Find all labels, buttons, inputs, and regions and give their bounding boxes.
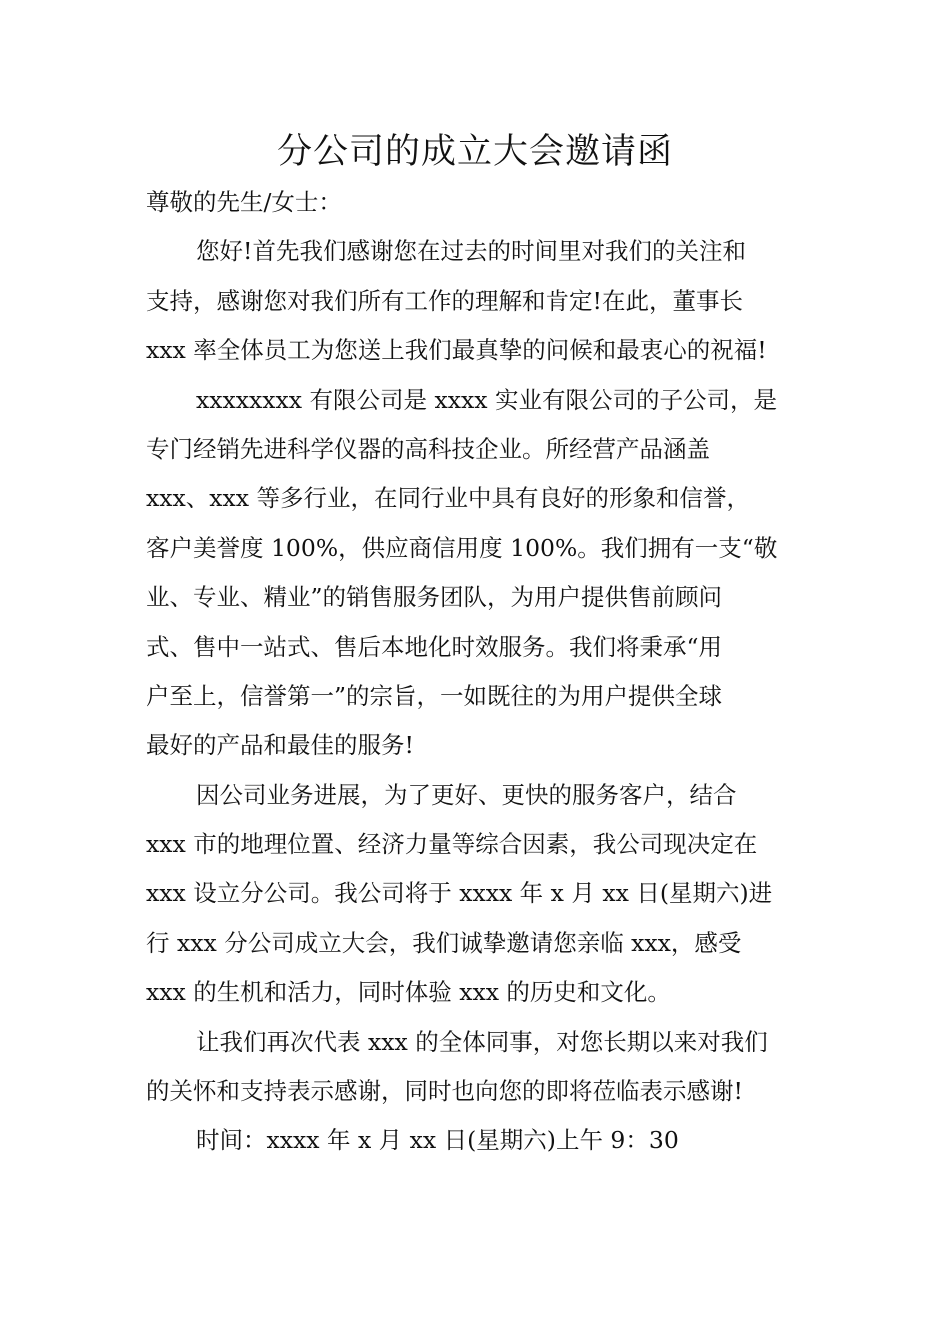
paragraph-line: xxx 的生机和活力，同时体验 xxx 的历史和文化。: [146, 978, 671, 1007]
paragraph-line: 因公司业务进展，为了更好、更快的服务客户，结合: [196, 780, 737, 809]
paragraph-event-time: [146, 1116, 810, 1165]
paragraph-line: 行 xxx 分公司成立大会，我们诚挚邀请您亲临 xxx，感受: [146, 928, 742, 957]
paragraph-line: 的关怀和支持表示感谢，同时也向您的即将莅临表示感谢!: [146, 1077, 743, 1106]
paragraph-greeting: [146, 227, 810, 375]
paragraph-line: xxxxxxxx 有限公司是 xxxx 实业有限公司的子公司，是: [196, 385, 777, 414]
document-body: [146, 178, 810, 1166]
paragraph-line: 专门经销先进科学仪器的高科技企业。所经营产品涵盖: [146, 434, 710, 463]
paragraph-line: 支持，感谢您对我们所有工作的理解和肯定!在此，董事长: [146, 286, 743, 315]
paragraph-line: 客户美誉度 100%，供应商信用度 100%。我们拥有一支“敬: [146, 533, 778, 562]
paragraph-line: 业、专业、精业”的销售服务团队，为用户提供售前顾问: [146, 583, 723, 612]
event-time: 时间：xxxx 年 x 月 xx 日(星期六)上午 9：30: [196, 1126, 679, 1155]
paragraph-line: 式、售中一站式、售后本地化时效服务。我们将秉承“用: [146, 632, 723, 661]
paragraph-company-intro: [146, 376, 810, 771]
paragraph-line: xxx 率全体员工为您送上我们最真挚的问候和最衷心的祝福!: [146, 336, 767, 365]
paragraph-line: xxx 设立分公司。我公司将于 xxxx 年 x 月 xx 日(星期六)进: [146, 879, 773, 908]
paragraph-line: 您好!首先我们感谢您在过去的时间里对我们的关注和: [196, 237, 746, 266]
paragraph-line: 户至上，信誉第一”的宗旨，一如既往的为用户提供全球: [146, 681, 723, 710]
document-title: 分公司的成立大会邀请函: [276, 132, 673, 172]
paragraph-line: 最好的产品和最佳的服务!: [146, 731, 414, 760]
paragraph-line: xxx 市的地理位置、经济力量等综合因素，我公司现决定在: [146, 830, 758, 859]
paragraph-branch-announcement: [146, 771, 810, 1018]
salutation: 尊敬的先生/女士：: [146, 188, 342, 216]
paragraph-line: xxx、xxx 等多行业，在同行业中具有良好的形象和信誉，: [146, 484, 750, 513]
paragraph-thanks: [146, 1018, 810, 1117]
paragraph-line: 让我们再次代表 xxx 的全体同事，对您长期以来对我们: [196, 1027, 768, 1056]
